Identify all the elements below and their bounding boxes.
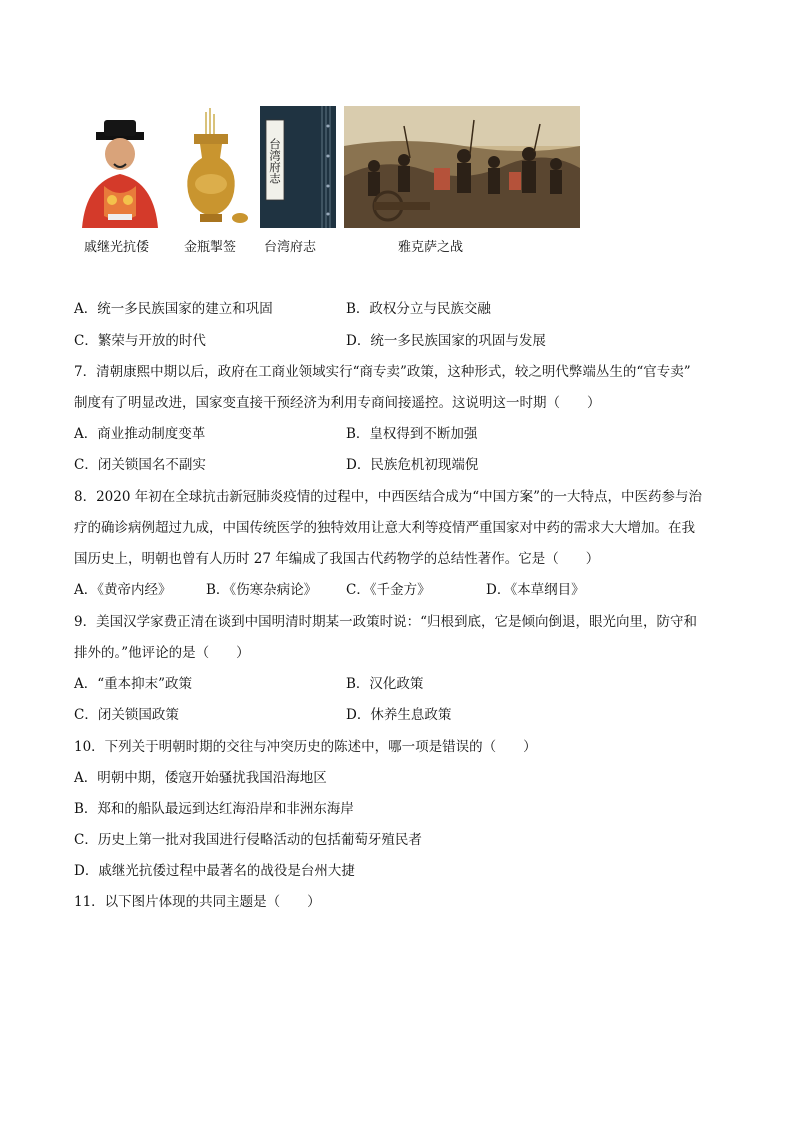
q7-option-d: D．民族危机初现端倪 xyxy=(346,457,479,473)
golden-vase-image xyxy=(176,106,250,228)
q10-option-c: C．历史上第一批对我国进行侵略活动的包括葡萄牙殖民者 xyxy=(74,832,422,848)
q8-stem-line2: 疗的确诊病例超过九成，中国传统医学的独特效用让意大利等疫情严重国家对中药的需求大大增加。在我 xyxy=(74,520,695,536)
q9-option-c: C．闭关锁国政策 xyxy=(74,707,179,723)
q7-stem-line1: 7．清朝康熙中期以后，政府在工商业领域实行“商专卖”政策，这种形式，较之明代弊端丛生的“官专卖” xyxy=(74,364,691,380)
book-cover-image xyxy=(260,106,336,228)
q9-stem-line1: 9．美国汉学家费正清在谈到中国明清时期某一政策时说：“归根到底，它是倾向倒退，眼光向里，防守和 xyxy=(74,614,697,630)
image-caption: 台湾府志 xyxy=(264,240,317,255)
q9-option-b: B．汉化政策 xyxy=(346,676,424,692)
book-cover-title: 台湾府志 xyxy=(268,138,282,184)
q11-stem: 11．以下图片体现的共同主题是（ ） xyxy=(74,894,321,910)
q9-stem-line2: 排外的。”他评论的是（ ） xyxy=(74,645,250,661)
q10-option-a: A．明朝中期，倭寇开始骚扰我国沿海地区 xyxy=(74,770,327,786)
q10-option-d: D．戚继光抗倭过程中最著名的战役是台州大捷 xyxy=(74,863,355,879)
q8-stem-line1: 8．2020 年初在全球抗击新冠肺炎疫情的过程中，中西医结合成为“中国方案”的一大特点，中医药参与治 xyxy=(74,489,703,505)
q7-option-a: A．商业推动制度变革 xyxy=(74,426,206,442)
q8-option-d: D．《本草纲目》 xyxy=(486,582,585,598)
q6-option-c: C．繁荣与开放的时代 xyxy=(74,333,206,349)
image-caption: 金瓶掣签 xyxy=(184,240,237,255)
q9-option-a: A．“重本抑末”政策 xyxy=(74,676,193,692)
image-caption: 雅克萨之战 xyxy=(398,240,464,255)
q8-option-a: A．《黄帝内经》 xyxy=(74,582,172,598)
q7-option-b: B．皇权得到不断加强 xyxy=(346,426,478,442)
general-portrait-image xyxy=(74,106,166,228)
q7-option-c: C．闭关锁国名不副实 xyxy=(74,457,206,473)
q10-option-b: B．郑和的船队最远到达红海沿岸和非洲东海岸 xyxy=(74,801,354,817)
q8-stem-line3: 国历史上，明朝也曾有人历时 27 年编成了我国古代药物学的总结性著作。它是（ ） xyxy=(74,551,600,567)
battle-painting-image xyxy=(344,106,580,228)
q6-option-b: B．政权分立与民族交融 xyxy=(346,301,491,317)
q7-stem-line2: 制度有了明显改进，国家变直接干预经济为利用专商间接遥控。这说明这一时期（ ） xyxy=(74,395,601,411)
q8-option-c: C．《千金方》 xyxy=(346,582,431,598)
q8-option-b: B．《伤寒杂病论》 xyxy=(206,582,318,598)
q10-stem: 10．下列关于明朝时期的交往与冲突历史的陈述中，哪一项是错误的（ ） xyxy=(74,739,537,755)
q9-option-d: D．休养生息政策 xyxy=(346,707,452,723)
q6-option-d: D．统一多民族国家的巩固与发展 xyxy=(346,333,546,349)
image-caption: 戚继光抗倭 xyxy=(84,240,150,255)
q6-option-a: A．统一多民族国家的建立和巩固 xyxy=(74,301,273,317)
